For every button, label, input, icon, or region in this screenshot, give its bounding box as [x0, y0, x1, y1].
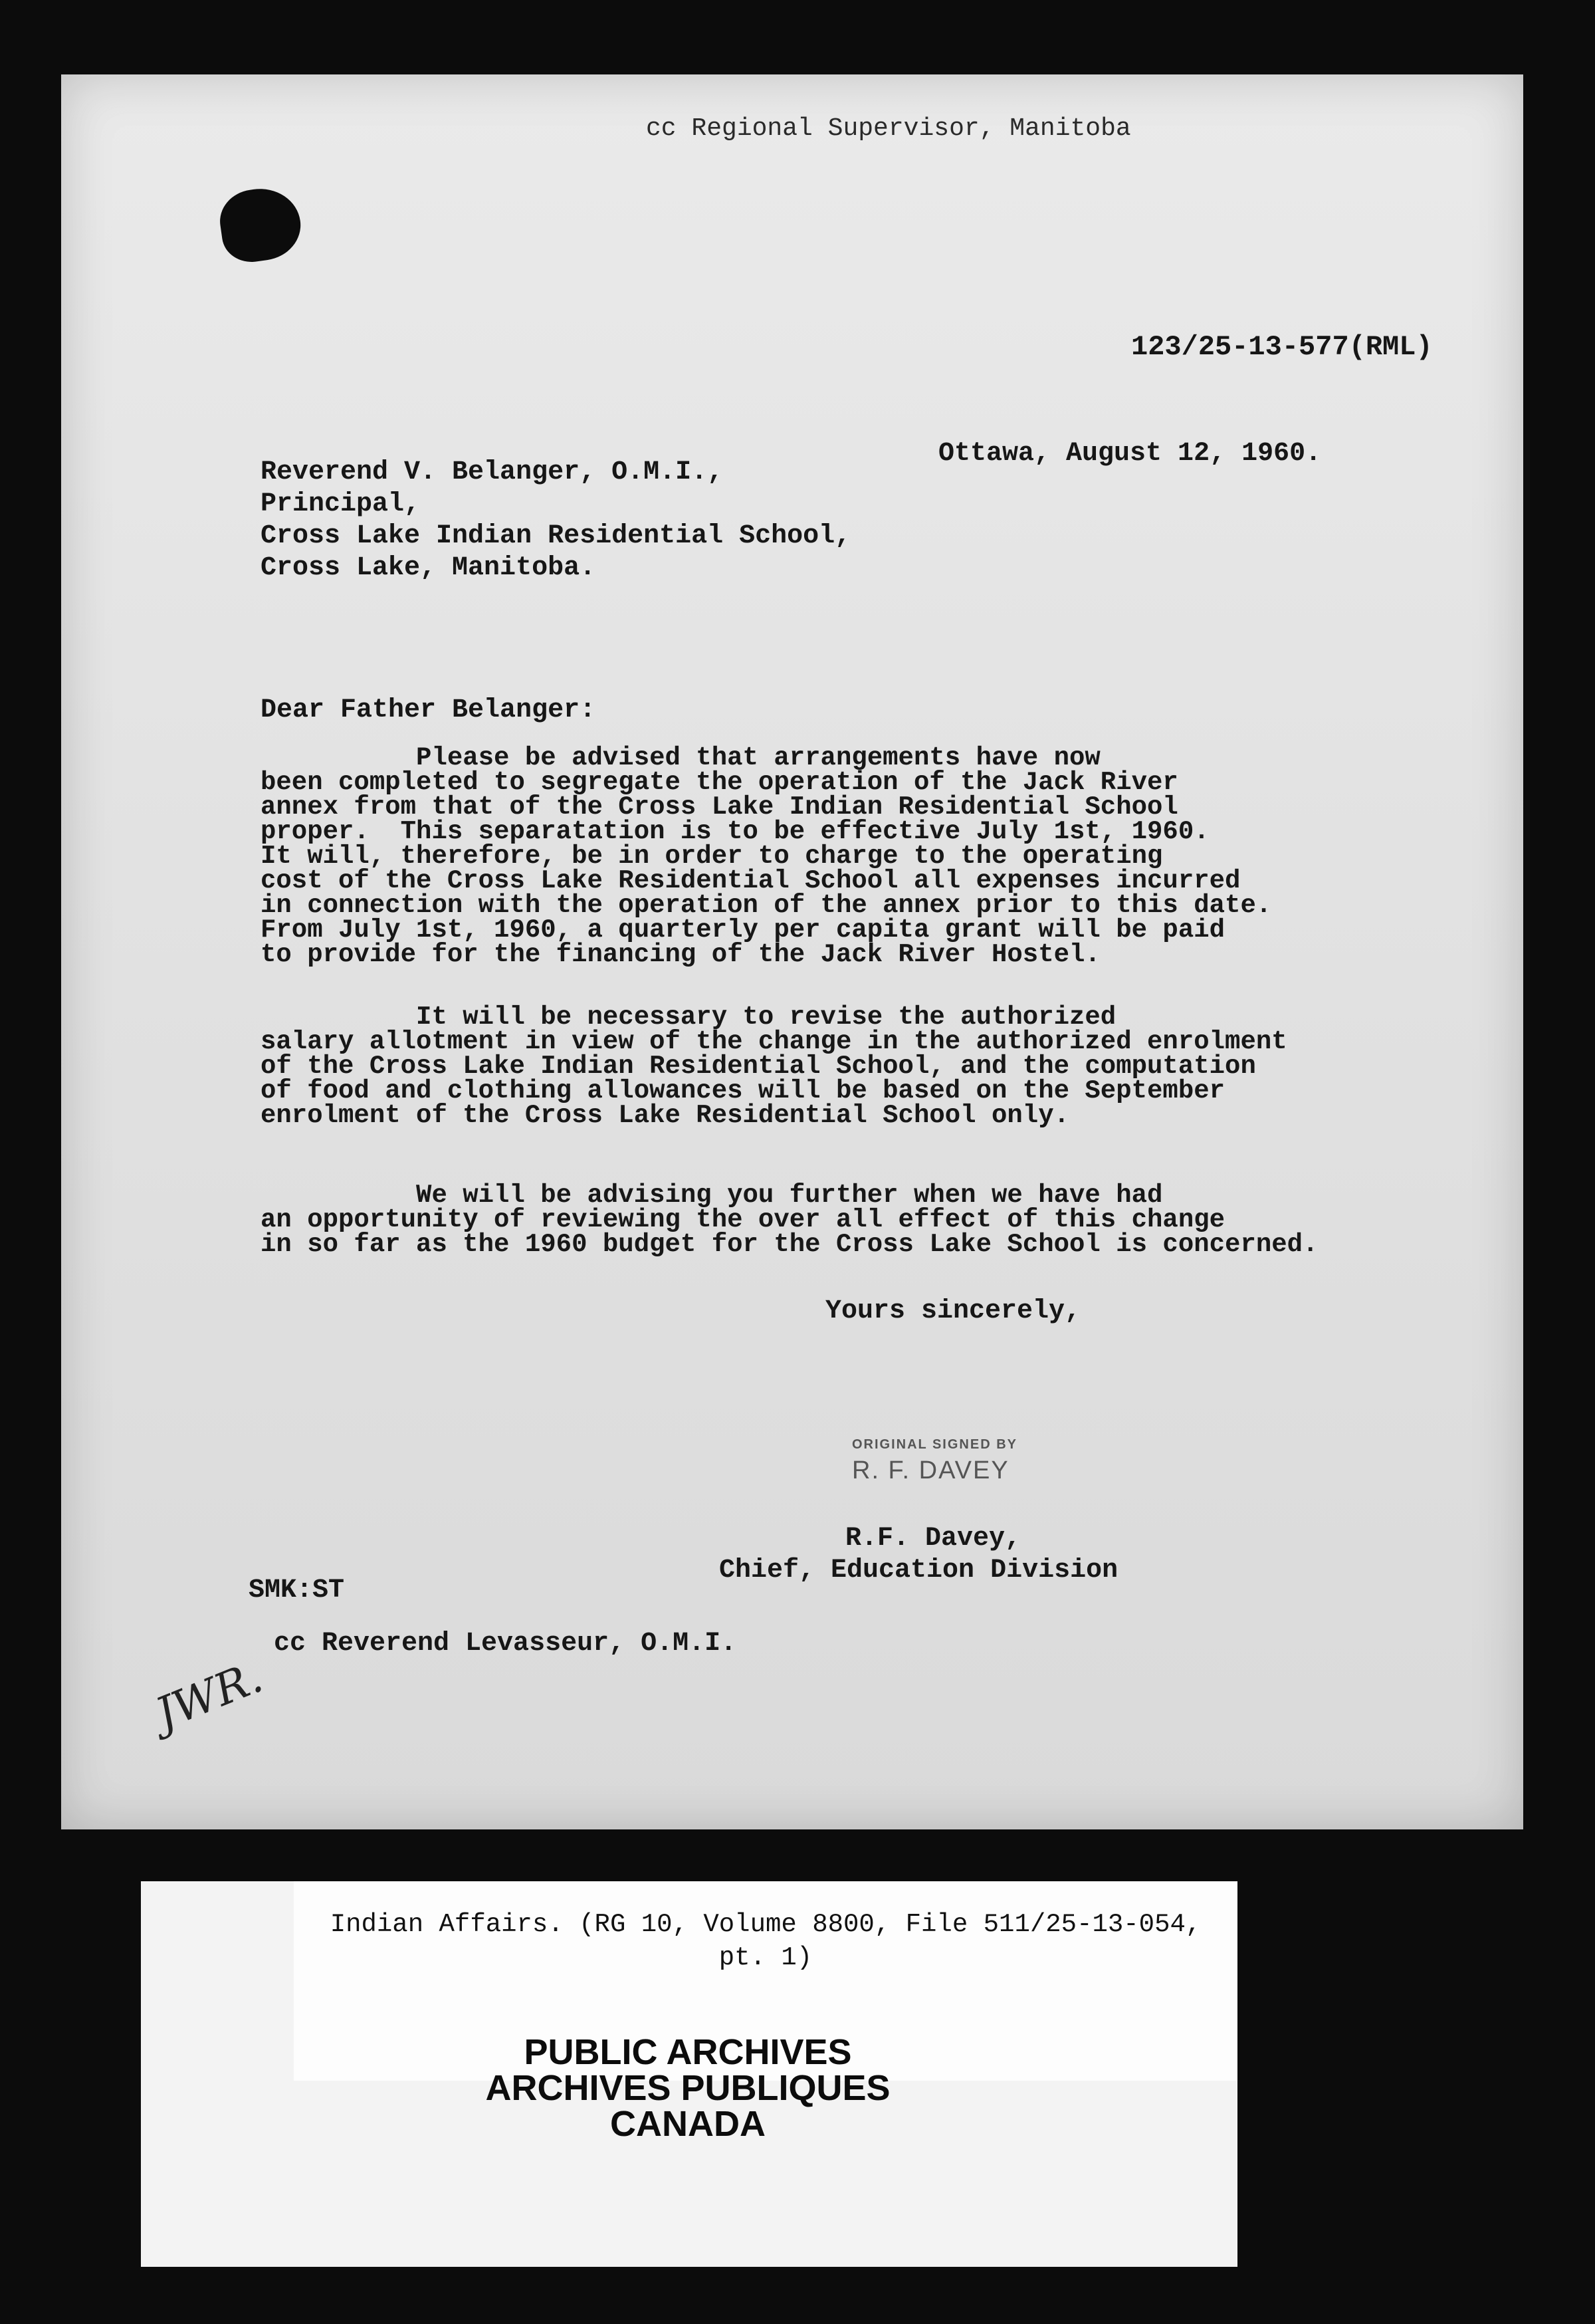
recipient-line: Cross Lake, Manitoba. [261, 553, 596, 583]
original-signed-stamp [852, 1437, 1017, 1485]
paragraph-line: enrolment of the Cross Lake Residential School only. [261, 1101, 1069, 1130]
file-number: 123/25-13-577(RML) [1131, 331, 1433, 363]
handwritten-initials: JWR. [148, 1651, 270, 1740]
paragraph-line: Please be advised that arrangements have now [261, 743, 1101, 772]
paragraph-line: an opportunity of reviewing the over all effect of this change [261, 1205, 1225, 1234]
cc-regional-supervisor: cc Regional Supervisor, Manitoba [646, 114, 1131, 143]
archives-stamp [153, 2034, 1223, 2142]
archives-line: CANADA [610, 2104, 766, 2144]
signer-name: R.F. Davey, [845, 1524, 1021, 1554]
archives-line: PUBLIC ARCHIVES [524, 2032, 852, 2072]
recipient-line: Cross Lake Indian Residential School, [261, 521, 851, 551]
reference-initials: SMK:ST [249, 1575, 345, 1605]
paragraph-line: annex from that of the Cross Lake Indian Residential School [261, 792, 1178, 822]
signer-title: Chief, Education Division [719, 1556, 1118, 1585]
ink-blot [216, 183, 305, 266]
stamp-name: R. F. DAVEY [852, 1456, 1010, 1484]
paragraph-line: cost of the Cross Lake Residential School all expenses incurred [261, 866, 1241, 895]
paragraph-line: in so far as the 1960 budget for the Cross Lake School is concerned. [261, 1230, 1319, 1259]
reference-text [294, 1908, 1237, 1974]
paragraph-line: proper. This separatation is to be effective July 1st, 1960. [261, 817, 1210, 846]
paragraph-line: to provide for the financing of the Jack River Hostel. [261, 940, 1101, 969]
stamp-caption: ORIGINAL SIGNED BY [852, 1437, 1017, 1452]
paragraph-line: been completed to segregate the operation of the Jack River [261, 768, 1178, 797]
paragraph-line: It will be necessary to revise the authorized [261, 1002, 1116, 1032]
recipient-line: Reverend V. Belanger, O.M.I., [261, 457, 724, 487]
paragraph-line: From July 1st, 1960, a quarterly per capita grant will be paid [261, 915, 1225, 945]
paragraph-line: of the Cross Lake Indian Residential School, and the computation [261, 1052, 1256, 1081]
paragraph-line: of food and clothing allowances will be based on the September [261, 1076, 1225, 1105]
archives-line: ARCHIVES PUBLIQUES [485, 2068, 891, 2108]
cc-reverend-levasseur: cc Reverend Levasseur, O.M.I. [274, 1629, 737, 1659]
salutation: Dear Father Belanger: [261, 695, 596, 725]
recipient-line: Principal, [261, 489, 421, 519]
closing: Yours sincerely, [825, 1296, 1081, 1326]
paragraph-line: It will, therefore, be in order to charge to the operating [261, 842, 1163, 871]
letter-page [61, 74, 1523, 1829]
paragraph-line: salary allotment in view of the change in the authorized enrolment [261, 1027, 1287, 1056]
date-line: Ottawa, August 12, 1960. [938, 439, 1322, 469]
paragraph-line: in connection with the operation of the annex prior to this date. [261, 891, 1272, 920]
reference-line: pt. 1) [718, 1943, 813, 1972]
paragraph-line: We will be advising you further when we have had [261, 1181, 1163, 1210]
reference-line: Indian Affairs. (RG 10, Volume 8800, File 511/25-13-054, [330, 1910, 1202, 1939]
